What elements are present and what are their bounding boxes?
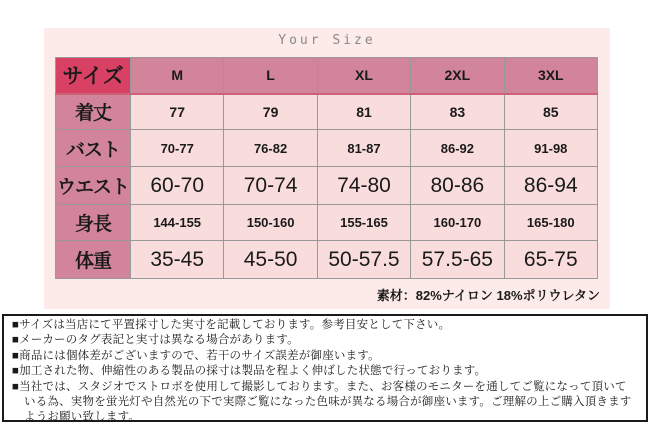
size-value-cell: 165-180 xyxy=(504,205,597,241)
size-value-cell: 76-82 xyxy=(224,130,317,167)
notes-box xyxy=(2,314,648,422)
size-table-body xyxy=(56,94,598,279)
page-title: Your Size xyxy=(278,33,376,48)
size-value-cell: 80-86 xyxy=(411,167,504,205)
size-table xyxy=(55,57,598,279)
size-value-cell: 65-75 xyxy=(504,241,597,279)
size-value-cell: 81-87 xyxy=(317,130,410,167)
column-header-3xl: 3XL xyxy=(504,58,597,94)
size-table-header-row xyxy=(56,58,598,94)
size-value-cell: 160-170 xyxy=(411,205,504,241)
size-chart-panel xyxy=(44,28,610,309)
size-value-cell: 70-74 xyxy=(224,167,317,205)
note-line: ■メーカーのタグ表記と実寸は異なる場合があります。 xyxy=(12,334,299,347)
column-header-l: L xyxy=(224,58,317,94)
size-value-cell: 45-50 xyxy=(224,241,317,279)
size-value-cell: 144-155 xyxy=(131,205,224,241)
row-label: 体重 xyxy=(56,241,131,279)
size-value-cell: 83 xyxy=(411,94,504,130)
size-value-cell: 91-98 xyxy=(504,130,597,167)
size-value-cell: 35-45 xyxy=(131,241,224,279)
size-value-cell: 60-70 xyxy=(131,167,224,205)
size-value-cell: 79 xyxy=(224,94,317,130)
column-header-xl: XL xyxy=(317,58,410,94)
row-label: バスト xyxy=(56,130,131,167)
size-value-cell: 155-165 xyxy=(317,205,410,241)
size-value-cell: 74-80 xyxy=(317,167,410,205)
table-row xyxy=(56,94,598,130)
note-line: ■加工された物、伸縮性のある製品の採寸は製品を程よく伸ばした状態で行っております。 xyxy=(12,365,487,378)
table-row xyxy=(56,130,598,167)
row-label: 着丈 xyxy=(56,94,131,130)
size-value-cell: 50-57.5 xyxy=(317,241,410,279)
size-value-cell: 70-77 xyxy=(131,130,224,167)
table-row xyxy=(56,167,598,205)
note-line: ■サイズは当店にて平置採寸した実寸を記載しております。参考目安として下さい。 xyxy=(12,319,451,331)
table-row xyxy=(56,205,598,241)
size-value-cell: 77 xyxy=(131,94,224,130)
size-value-cell: 57.5-65 xyxy=(411,241,504,279)
size-value-cell: 85 xyxy=(504,94,597,130)
note-line: ■商品には個体差がございますので、若干のサイズ誤差が御座います。 xyxy=(12,349,380,362)
note-line: ■当社では、スタジオでストロボを使用して撮影しております。また、お客様のモニターを通してご覧になって頂いている為、実物を蛍光灯や自然光の下で実際ご覧になった色味が異なる場合が御座います。ご理解の上ご購入頂きますようお願い致します。 xyxy=(12,380,632,424)
column-header-2xl: 2XL xyxy=(411,58,504,94)
material-note: 素材：82%ナイロン 18%ポリウレタン xyxy=(376,288,600,303)
table-row xyxy=(56,241,598,279)
row-label: 身長 xyxy=(56,205,131,241)
size-value-cell: 86-92 xyxy=(411,130,504,167)
size-corner-label: サイズ xyxy=(56,58,131,94)
column-header-m: M xyxy=(131,58,224,94)
size-value-cell: 81 xyxy=(317,94,410,130)
size-value-cell: 86-94 xyxy=(504,167,597,205)
size-value-cell: 150-160 xyxy=(224,205,317,241)
row-label: ウエスト xyxy=(56,167,131,205)
